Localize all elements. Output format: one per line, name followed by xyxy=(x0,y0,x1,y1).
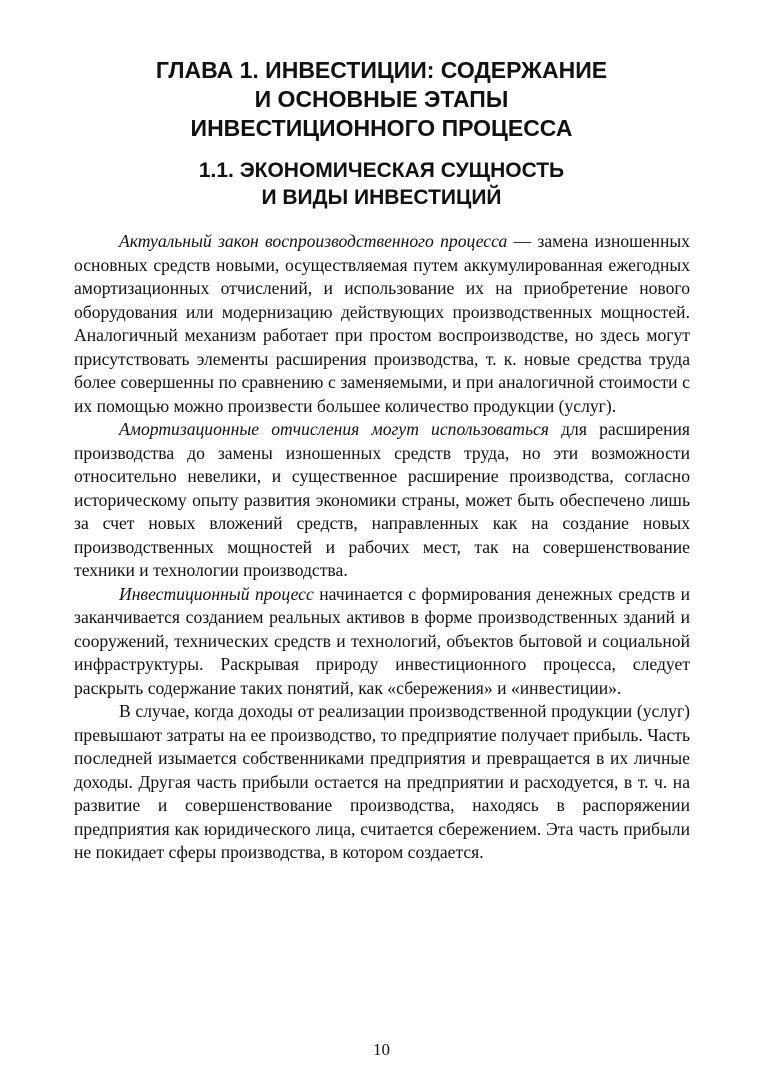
paragraph-1 xyxy=(74,230,690,418)
chapter-title-line-1: ГЛАВА 1. ИНВЕСТИЦИИ: СОДЕРЖАНИЕ xyxy=(155,57,608,83)
page-number: 10 xyxy=(373,1040,390,1059)
paragraph-1-term: Актуальный закон воспроизводственного процесса xyxy=(119,231,508,251)
chapter-title-line-2: И ОСНОВНЫЕ ЭТАПЫ xyxy=(254,86,509,112)
paragraph-2 xyxy=(74,418,690,583)
paragraph-4 xyxy=(74,700,690,865)
paragraph-4-text: В случае, когда доходы от реализации производственной продукции (услуг) превышают затраты на ее производство, то предприятие получает прибыль. Часть последней изымается собственниками предприятия и превращается в их личные доходы. Другая часть прибыли остается на предприятии и расходуется, в т. ч. на развитие и совершенствование производства, находясь в распоряжении предприятия как юридического лица, считается сбережением. Эта часть прибыли не покидает сферы производства, в котором создается. xyxy=(74,701,690,862)
paragraph-2-term: Амортизационные отчисления могут использоваться xyxy=(119,419,549,439)
paragraph-2-text: для расширения производства до замены изношенных средств труда, но эти возможности относительно невелики, и существенное расширение производства, согласно историческому опыту развития экономики страны, может быть обеспечено лишь за счет новых вложений средств, направленных как на создание новых производственных мощностей и рабочих мест, так на совершенствование техники и технологии производства. xyxy=(74,419,690,580)
chapter-title-line-3: ИНВЕСТИЦИОННОГО ПРОЦЕССА xyxy=(190,115,573,141)
section-title-line-2: И ВИДЫ ИНВЕСТИЦИЙ xyxy=(261,186,502,209)
section-title-line-1: 1.1. ЭКОНОМИЧЕСКАЯ СУЩНОСТЬ xyxy=(198,159,565,182)
paragraph-3 xyxy=(74,583,690,701)
section-title xyxy=(60,157,703,211)
paragraph-3-term: Инвестиционный процесс xyxy=(119,583,314,604)
paragraph-1-text: — замена изношенных основных средств новыми, осуществляемая путем аккумулированная ежегодных амортизационных отчислений, и использование их на приобретение нового оборудования или модернизацию действующих производственных мощностей. Аналогичный механизм работает при простом воспроизводстве, но здесь могут присутствовать элементы расширения производства, т. к. новые средства труда более совершенны по сравнению с заменяемыми, и при аналогичной стоимости с их помощью можно произвести большее количество продукции (услуг). xyxy=(74,231,690,416)
paragraph-3-text: начинается с формирования денежных средств и заканчивается созданием реальных активов в форме производственных зданий и сооружений, технических средств и технологий, объектов бытовой и социальной инфраструктуры. Раскрывая природу инвестиционного процесса, следует раскрыть содержание таких понятий, как «сбережения» и «инвестиции». xyxy=(74,583,690,698)
chapter-title xyxy=(60,56,703,143)
body-text xyxy=(74,230,690,865)
